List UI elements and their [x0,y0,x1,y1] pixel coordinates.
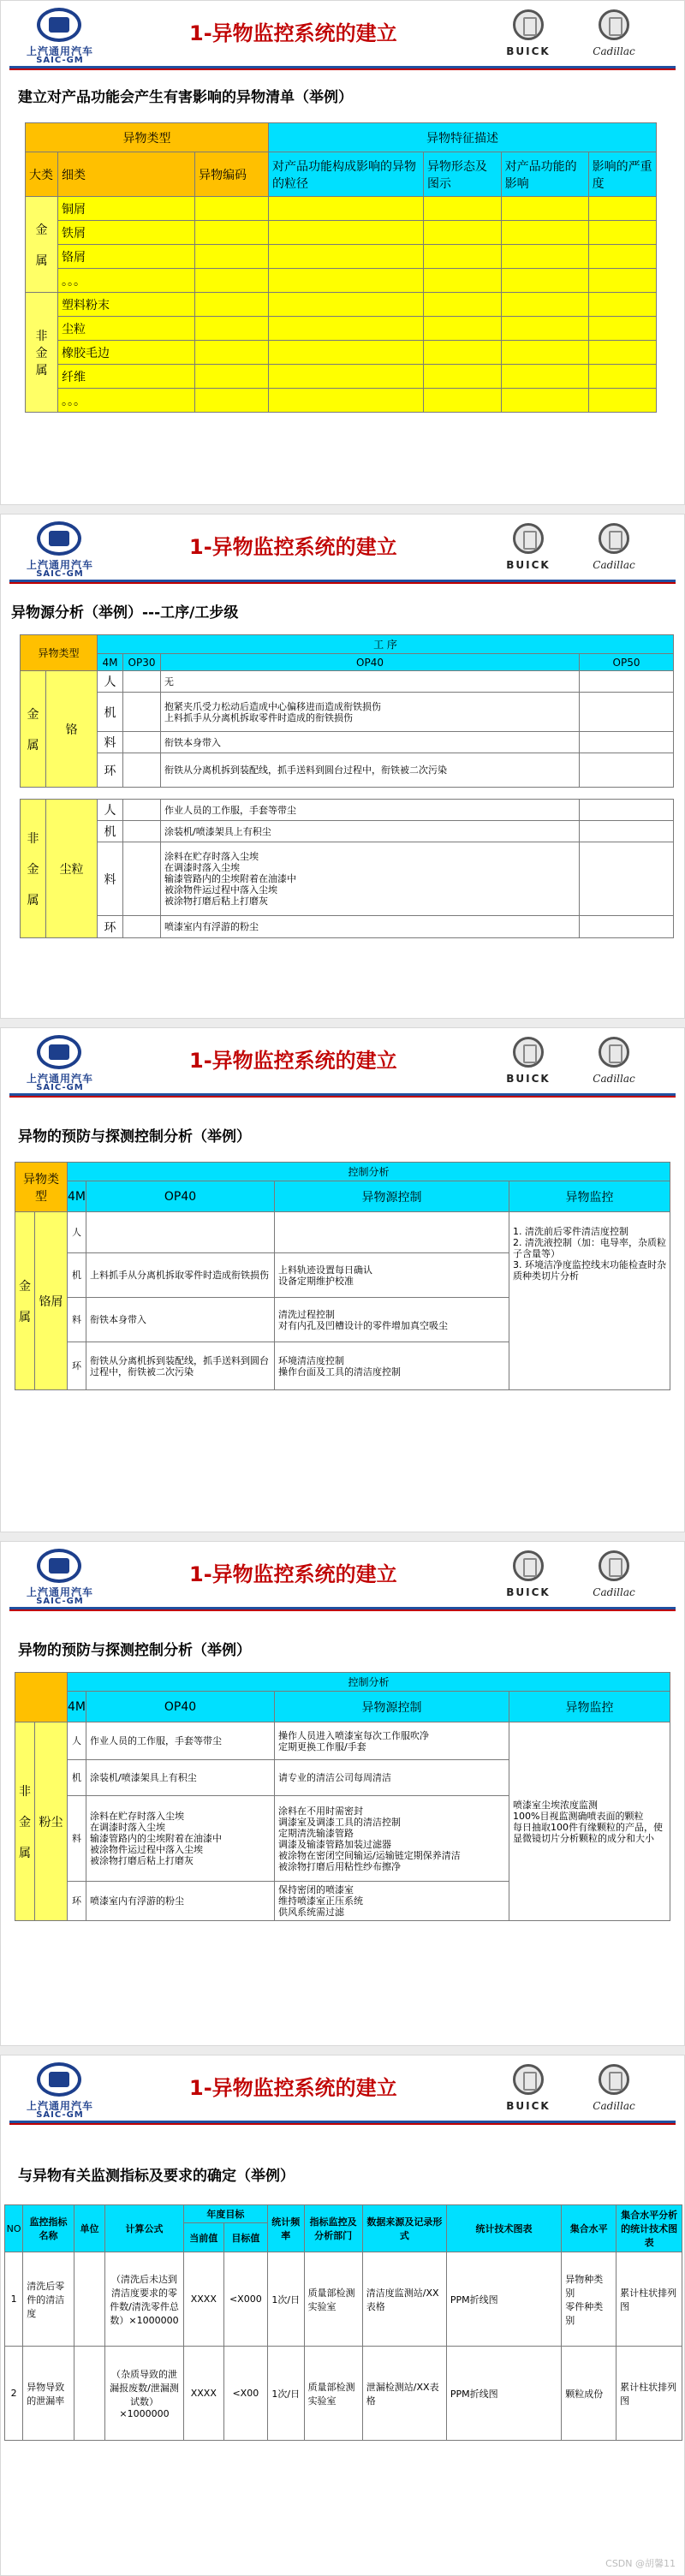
cause-text: 涂装机/喷漆架具上有积尘 [161,821,580,842]
section-subtitle: 与异物有关监测指标及要求的确定（举例） [18,2168,295,2185]
4m-man: 人 [68,1722,86,1760]
item-copper: 铜屑 [58,197,195,221]
4m-environment: 环 [68,1882,86,1921]
header-source-control: 异物源控制 [275,1181,509,1212]
header-no: NO [5,2205,23,2252]
section-subtitle: 异物的预防与探测控制分析（举例） [18,1128,251,1145]
aggregation: 颗粒成份 [562,2347,616,2441]
header-4m: 4M [68,1181,86,1212]
aggregation-chart: 累计柱状排列图 [616,2347,682,2441]
source-control-text: 涂料在不用时需密封 调漆室及调漆工具的清洁控制 定期清洗输漆管路 调漆及输漆管路加装过滤器 被涂物在密闭空间输运/运输链定期保养清洁 被涂物打磨后用粘性纱布擦净 [275,1796,509,1882]
cause-text: 喷漆室内有浮游的粉尘 [161,916,580,938]
source-control-text: 上料轨迹设置每日确认 设备定期维护校准 [275,1253,509,1298]
slide-header [1,2055,684,2124]
header-control: 控制分析 [68,1673,670,1692]
slide-header [1,1028,684,1097]
indicator-formula: （杂质导致的泄漏报废数/泄漏测试数）×1000000 [105,2347,184,2441]
4m-material: 料 [68,1298,86,1342]
header-op40: OP40 [86,1181,275,1212]
slide-header [1,1542,684,1610]
4m-material: 料 [98,842,123,916]
header-target: 目标值 [223,2223,267,2252]
indicator-unit [74,2252,104,2347]
header-data-source: 数据来源及记录形式 [362,2205,446,2252]
cause-text: 抱紧夹爪受力松动后造成中心偏移进而造成衔铁损伤 上料抓手从分离机拆取零件时造成的衔铁损伤 [161,693,580,732]
header-rule [9,66,676,70]
data-source: 泄漏检测站/XX表格 [362,2347,446,2441]
header-rule [9,1607,676,1611]
header-current: 当前值 [183,2223,223,2252]
header-op30: OP30 [123,654,161,671]
item-dust: 尘粒 [58,317,195,341]
header-annual-target: 年度目标 [183,2205,267,2223]
section-subtitle: 建立对产品功能会产生有害影响的异物清单（举例） [18,89,353,106]
source-control-text: 环境清洁度控制 操作台面及工具的清洁度控制 [275,1342,509,1390]
header-monitoring: 异物监控 [509,1181,670,1212]
header-impact: 对产品功能的影响 [501,152,588,197]
saic-gm-logo: 上汽通用汽车 SAIC-GM [13,521,107,578]
header-unit: 单位 [74,2205,104,2252]
4m-machine: 机 [98,693,123,732]
header-4m: 4M [98,654,123,671]
slide-1 [0,0,685,505]
header-foreign-type: 异物类型 [15,1163,68,1212]
watermark: CSDN @胡馨11 [605,2558,676,2569]
header-rule [9,2121,676,2125]
slide-5 [0,2055,685,2576]
4m-man: 人 [98,800,123,821]
department: 质量部检测实验室 [304,2252,362,2347]
saic-gm-logo: 上汽通用汽车 SAIC-GM [13,1549,107,1605]
monitoring-text: 喷漆室尘埃浓度监测 100%目视监测确喷表面的颗粒 每日抽取100件有缘颗粒的产品，使显微镜切片分析颗粒的成分和大小 [509,1722,670,1921]
aggregation: 异物种类别 零件种类别 [562,2252,616,2347]
foreign-matter-list-table [25,122,657,413]
type-chrome-chips: 铬屑 [35,1212,68,1390]
slide-title: 1-异物监控系统的建立 [189,1562,397,1586]
header-process: 工 序 [98,635,674,654]
target-value: <X000 [223,2252,267,2347]
current-value: XXXX [183,2252,223,2347]
op40-cause: 喷漆室内有浮游的粉尘 [86,1882,275,1921]
4m-machine: 机 [98,821,123,842]
header-severity: 影响的严重度 [588,152,656,197]
4m-environment: 环 [98,916,123,938]
4m-environment: 环 [98,753,123,788]
4m-material: 料 [68,1796,86,1882]
header-frequency: 统计频率 [267,2205,304,2252]
item-more-nonmetal: 。。。 [58,389,195,413]
category-metal: 金 属 [15,1212,35,1390]
header-shape: 异物形态及图示 [423,152,501,197]
cause-text: 作业人员的工作服，手套等带尘 [161,800,580,821]
cause-text: 衔铁本身带入 [161,732,580,753]
stat-chart: PPM折线图 [446,2347,561,2441]
buick-logo: BUICK [494,1035,563,1090]
slide-4 [0,1541,685,2046]
item-rubber-flash: 橡胶毛边 [58,341,195,365]
slide-2 [0,514,685,1019]
saic-gm-logo: 上汽通用汽车 SAIC-GM [13,2062,107,2119]
4m-man: 人 [68,1212,86,1253]
control-analysis-table-dust [15,1672,670,1921]
header-subcategory: 细类 [58,152,195,197]
item-plastic-powder: 塑料粉末 [58,293,195,317]
4m-machine: 机 [68,1253,86,1298]
buick-logo: BUICK [494,2062,563,2117]
frequency: 1次/日 [267,2252,304,2347]
slide-title: 1-异物监控系统的建立 [189,21,397,45]
indicator-name: 清洗后零件的清洁度 [23,2252,74,2347]
header-formula: 计算公式 [105,2205,184,2252]
op40-cause: 作业人员的工作服，手套等带尘 [86,1722,275,1760]
header-feature: 异物特征描述 [269,123,657,152]
buick-logo: BUICK [494,1549,563,1603]
header-aggregation-chart: 集合水平分析的统计技术图表 [616,2205,682,2252]
indicator-unit [74,2347,104,2441]
category-metal: 金 属 [21,671,46,788]
target-value: <X00 [223,2347,267,2441]
cause-text: 衔铁从分离机拆到装配线，抓手送料到圆台过程中，衔铁被二次污染 [161,753,580,788]
header-code: 异物编码 [195,152,269,197]
item-more-metal: 。。。 [58,269,195,293]
op40-cause: 衔铁从分离机拆到装配线，抓手送料到圆台过程中，衔铁被二次污染 [86,1342,275,1390]
stat-chart: PPM折线图 [446,2252,561,2347]
control-analysis-table [15,1162,670,1390]
source-control-text: 保持密闭的喷漆室 维持喷漆室正压系统 供风系统需过滤 [275,1882,509,1921]
saic-gm-logo: 上汽通用汽车 SAIC-GM [13,8,107,64]
cadillac-logo: Cadillac [580,1035,648,1090]
cadillac-logo: Cadillac [580,521,648,576]
header-particle-size: 对产品功能构成影响的异物的粒径 [269,152,424,197]
type-dust: 尘粒 [46,800,98,938]
slide-title: 1-异物监控系统的建立 [189,535,397,559]
indicator-formula: （清洗后未达到清洁度要求的零件数/清洗零件总数）×1000000 [105,2252,184,2347]
department: 质量部检测实验室 [304,2347,362,2441]
op40-cause: 上料抓手从分离机拆取零件时造成衔铁损伤 [86,1253,275,1298]
saic-gm-logo: 上汽通用汽车 SAIC-GM [13,1035,107,1092]
slide-header [1,1,684,69]
buick-logo: BUICK [494,521,563,576]
header-source-control: 异物源控制 [275,1692,509,1722]
frequency: 1次/日 [267,2347,304,2441]
op40-cause: 涂装机/喷漆架具上有积尘 [86,1760,275,1796]
header-foreign-type: 异物类型 [26,123,269,152]
4m-machine: 机 [68,1760,86,1796]
item-iron: 铁屑 [58,221,195,245]
source-control-text: 操作人员进入喷漆室每次工作服吹净 定期更换工作服/手套 [275,1722,509,1760]
section-subtitle: 异物的预防与探测控制分析（举例） [18,1642,251,1659]
indicator-name: 异物导致的泄漏率 [23,2347,74,2441]
4m-material: 料 [98,732,123,753]
section-subtitle: 异物源分析（举例）---工序/工步级 [11,604,239,622]
header-aggregation: 集合水平 [562,2205,616,2252]
header-stat-chart: 统计技术图表 [446,2205,561,2252]
row-no: 2 [5,2347,23,2441]
slide-header [1,515,684,583]
monitoring-text: 1. 清洗前后零件清洁度控制 2. 清洗液控制（加：电导率，杂质粒子含量等） 3. 环境洁净度监控线末功能检查时杂质种类切片分析 [509,1212,670,1390]
slide-title: 1-异物监控系统的建立 [189,2076,397,2100]
data-source: 清洁度监测站/XX表格 [362,2252,446,2347]
type-chrome: 铬 [46,671,98,788]
source-control-text: 清洗过程控制 对有内孔及凹槽设计的零件增加真空吸尘 [275,1298,509,1342]
item-chrome: 铬屑 [58,245,195,269]
category-metal: 金 属 [26,197,58,293]
category-nonmetal: 非 金 属 [21,800,46,938]
item-fiber: 纤维 [58,365,195,389]
slide-title: 1-异物监控系统的建立 [189,1049,397,1073]
header-monitoring: 异物监控 [509,1692,670,1722]
header-4m: 4M [68,1692,86,1722]
current-value: XXXX [183,2347,223,2441]
4m-man: 人 [98,671,123,693]
header-rule [9,580,676,584]
source-analysis-table [20,634,674,938]
header-control: 控制分析 [68,1163,670,1181]
monitoring-indicator-table [4,2204,682,2441]
header-rule [9,1093,676,1098]
cadillac-logo: Cadillac [580,2062,648,2117]
category-nonmetal: 非 金 属 [15,1722,35,1921]
cause-text: 无 [161,671,580,693]
header-department: 指标监控及分析部门 [304,2205,362,2252]
header-op40: OP40 [161,654,580,671]
category-nonmetal: 非 金 属 [26,293,58,413]
cause-text: 涂料在贮存时落入尘埃 在调漆时落入尘埃 输漆管路内的尘埃附着在油漆中 被涂物件运过程中落入尘埃 被涂物打磨后粘上打磨灰 [161,842,580,916]
header-op50: OP50 [580,654,674,671]
row-no: 1 [5,2252,23,2347]
header-op40: OP40 [86,1692,275,1722]
source-control-text [275,1212,509,1253]
op40-cause [86,1212,275,1253]
cadillac-logo: Cadillac [580,1549,648,1603]
header-category: 大类 [26,152,58,197]
cadillac-logo: Cadillac [580,8,648,62]
op40-cause: 涂料在贮存时落入尘埃 在调漆时落入尘埃 输漆管路内的尘埃附着在油漆中 被涂物件运过程中落入尘埃 被涂物打磨后粘上打磨灰 [86,1796,275,1882]
type-dust: 粉尘 [35,1722,68,1921]
header-foreign-type: 异物类型 [21,635,98,671]
slide-3 [0,1027,685,1532]
aggregation-chart: 累计柱状排列图 [616,2252,682,2347]
header-indicator: 监控指标名称 [23,2205,74,2252]
source-control-text: 请专业的清洁公司每周清洁 [275,1760,509,1796]
buick-logo: BUICK [494,8,563,62]
op40-cause: 衔铁本身带入 [86,1298,275,1342]
4m-environment: 环 [68,1342,86,1390]
